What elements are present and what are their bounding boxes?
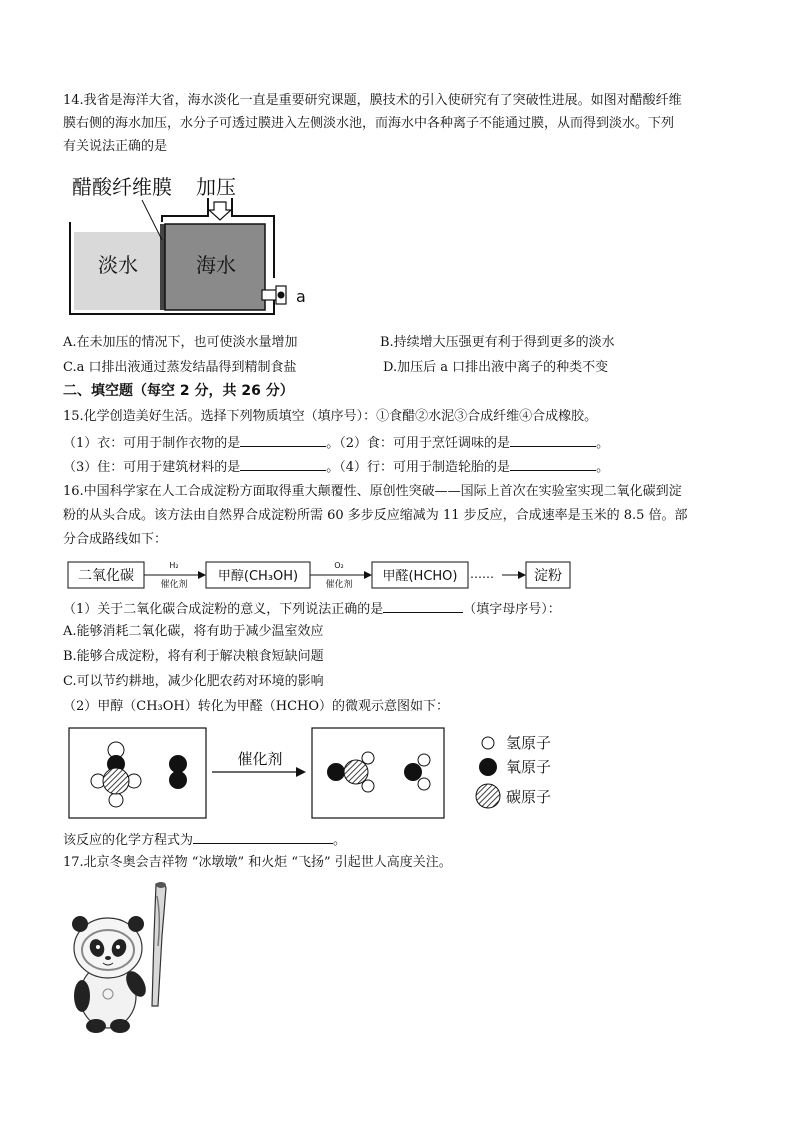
torch-icon (152, 882, 166, 1006)
q16-stem-line3: 分合成路线如下： (63, 532, 168, 547)
route-box-starch-label: 淀粉 (534, 568, 562, 584)
q16-sub1-blank[interactable] (383, 598, 463, 613)
q16-equation-blank[interactable] (193, 829, 333, 844)
section-title: 二、填空题（每空 2 分，共 26 分） (63, 383, 294, 399)
q15-part4: 。（4）行：可用于制造轮胎的是 (326, 460, 511, 475)
mascot-and-torch-illustration (68, 876, 178, 1036)
q16-sub1 (63, 598, 561, 620)
q16-equation (63, 829, 346, 851)
legend-h-label: 氢原子 (506, 734, 552, 752)
legend-c-label: 碳原子 (506, 788, 552, 806)
q16-stem-line2: 粉的从头合成。该方法由自然界合成淀粉所需 60 多步反应缩减为 11 步反应，合成速率是玉米的 8.5 倍。部 (63, 508, 688, 523)
q16-option-b: B.能够合成淀粉，将有利于解决粮食短缺问题 (63, 649, 324, 664)
legend-o-label: 氧原子 (506, 758, 552, 776)
q15-blank1[interactable] (240, 432, 326, 447)
q15-row2-end: 。 (596, 460, 610, 475)
q15-part1: （1）衣：可用于制作衣物的是 (63, 436, 241, 451)
membrane-label: 醋酸纤维膜 (72, 175, 172, 199)
route-arrow1-top: H₂ (169, 561, 179, 570)
outlet-label: a (296, 287, 306, 306)
micro-arrow-label: 催化剂 (237, 750, 283, 768)
q14-option-d: D.加压后 a 口排出液中离子的种类不变 (383, 360, 609, 375)
bing-dwen-dwen-mascot-icon (72, 916, 150, 1033)
q15-part3: （3）住：可用于建筑材料的是 (63, 460, 241, 475)
fresh-water-label: 淡水 (98, 253, 138, 277)
q16-option-c: C.可以节约耕地，减少化肥农药对环境的影响 (63, 674, 324, 689)
desalination-diagram (66, 170, 326, 320)
q15-blank3[interactable] (240, 456, 326, 471)
legend-h-icon (482, 737, 494, 749)
route-dots: …… (470, 567, 494, 581)
q16-equation-text: 该反应的化学方程式为 (63, 833, 194, 848)
q16-stem-line1: 16.中国科学家在人工合成淀粉方面取得重大颠覆性、原创性突破——国际上首次在实验室实现二氧化碳到淀 (63, 484, 682, 499)
q16-option-a: A.能够消耗二氧化碳，将有助于减少温室效应 (63, 624, 324, 639)
q14-option-c: C.a 口排出液通过蒸发结晶得到精制食盐 (63, 360, 297, 375)
q14-option-a: A.在未加压的情况下，也可使淡水量增加 (63, 335, 298, 350)
reactants-box (69, 728, 206, 818)
route-box-formaldehyde-label: 甲醛(HCHO) (382, 569, 458, 584)
q15-blank2[interactable] (510, 432, 596, 447)
q16-sub1-text: （1）关于二氧化碳合成淀粉的意义，下列说法正确的是 (63, 602, 384, 617)
q14-stem-line2: 膜右侧的海水加压，水分子可透过膜进入左侧淡水池，而海水中各种离子不能通过膜，从而得到淡水。下列 (63, 116, 675, 131)
q15-stem: 15.化学创造美好生活。选择下列物质填空（填序号）：①食醋②水泥③合成纤维④合成橡胶。 (63, 409, 598, 424)
route-arrow2-bottom: 催化剂 (325, 580, 353, 590)
route-arrow2-top: O₂ (334, 561, 344, 570)
q17-stem: 17.北京冬奥会吉祥物 “冰墩墩” 和火炬 “飞扬” 引起世人高度关注。 (63, 855, 452, 870)
route-arrow1-bottom: 催化剂 (160, 580, 188, 590)
q16-equation-end: 。 (333, 833, 347, 848)
q15-row1 (63, 432, 609, 454)
q16-sub2: （2）甲醇（CH₃OH）转化为甲醛（HCHO）的微观示意图如下： (63, 699, 450, 714)
q16-sub1-end: （填字母序号）： (463, 602, 561, 617)
route-box-methanol-label: 甲醇(CH₃OH) (217, 569, 299, 584)
q15-part2: 。（2）食：可用于烹饪调味的是 (326, 436, 511, 451)
legend-c-icon (476, 784, 500, 808)
micro-reaction-diagram (66, 724, 586, 824)
q15-row1-end: 。 (596, 436, 610, 451)
q14-stem-line1: 14.我省是海洋大省，海水淡化一直是重要研究课题，膜技术的引入使研究有了突破性进展。如图对醋酸纤维 (63, 93, 682, 108)
pressure-label: 加压 (196, 175, 236, 199)
sea-water-label: 海水 (196, 253, 236, 277)
q15-row2 (63, 456, 609, 478)
q14-stem-line3: 有关说法正确的是 (63, 139, 168, 154)
reaction-arrow-icon (296, 767, 306, 777)
pressure-arrow-icon (209, 202, 231, 220)
synthesis-route-diagram (66, 556, 576, 592)
q15-blank4[interactable] (510, 456, 596, 471)
q14-option-b: B.持续增大压强更有利于得到更多的淡水 (380, 335, 615, 350)
route-box-co2-label: 二氧化碳 (78, 568, 134, 584)
legend-o-icon (479, 758, 497, 776)
